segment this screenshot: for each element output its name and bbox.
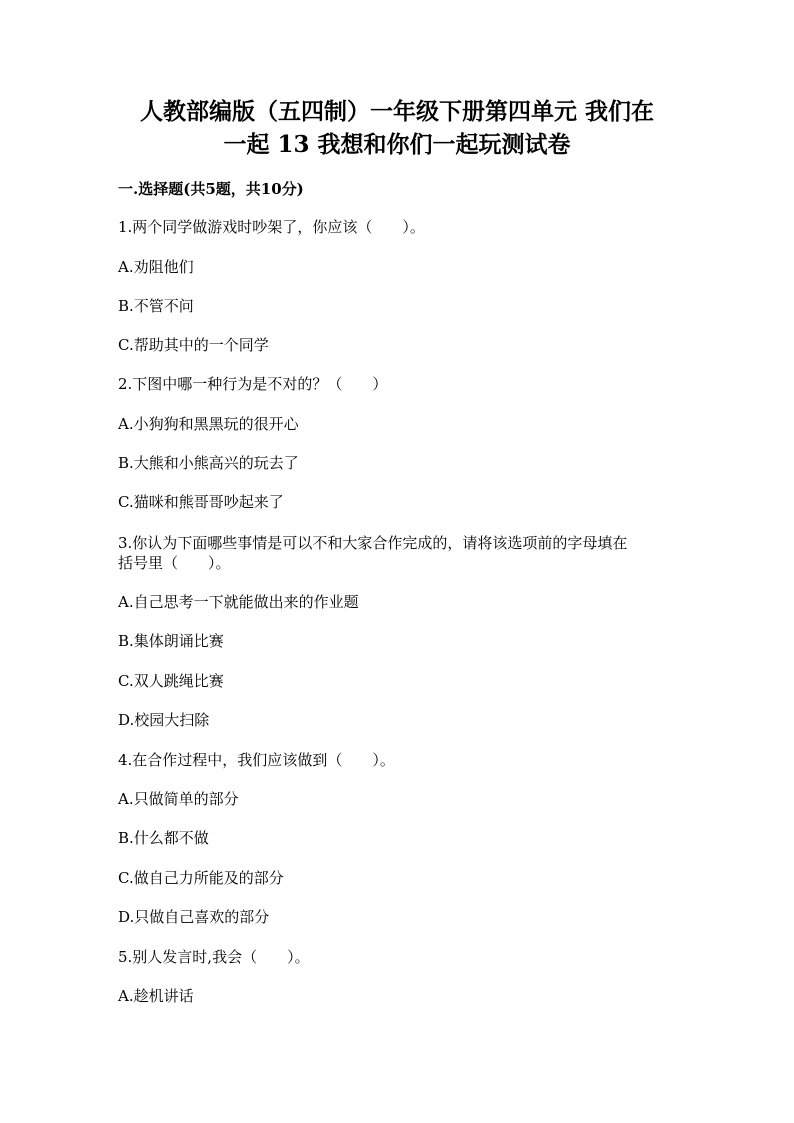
question-4-option-a: A.只做简单的部分: [118, 790, 239, 808]
section-heading: 一.选择题(共5题，共10分): [118, 180, 304, 198]
document-title-line-2: 一起 13 我想和你们一起玩测试卷: [223, 131, 571, 158]
question-4-option-c: C.做自己力所能及的部分: [118, 869, 284, 887]
question-5-option-a: A.趁机讲话: [118, 987, 194, 1005]
question-4-stem: 4.在合作过程中，我们应该做到（ ）。: [118, 751, 395, 769]
question-2-stem: 2.下图中哪一种行为是不对的？（ ）: [118, 375, 388, 393]
question-4-option-d: D.只做自己喜欢的部分: [118, 908, 270, 926]
question-2-option-b: B.大熊和小熊高兴的玩去了: [118, 454, 299, 472]
question-3-option-d: D.校园大扫除: [118, 711, 210, 729]
question-1-option-c: C.帮助其中的一个同学: [118, 336, 269, 354]
question-1-option-a: A.劝阻他们: [118, 258, 194, 276]
question-2-option-a: A.小狗狗和黑黑玩的很开心: [118, 415, 299, 433]
document-title-line-1: 人教部编版（五四制）一年级下册第四单元 我们在: [139, 98, 654, 125]
question-1-option-b: B.不管不问: [118, 297, 194, 315]
question-3-stem-line-1: 3.你认为下面哪些事情是可以不和大家合作完成的，请将该选项前的字母填在: [118, 534, 628, 552]
question-4-option-b: B.什么都不做: [118, 829, 209, 847]
question-2-option-c: C.猫咪和熊哥哥吵起来了: [118, 493, 284, 511]
question-1-stem: 1.两个同学做游戏时吵架了，你应该（ ）。: [118, 218, 425, 236]
question-3-option-a: A.自己思考一下就能做出来的作业题: [118, 593, 359, 611]
question-5-stem: 5.别人发言时,我会（ ）。: [118, 948, 310, 966]
question-3-stem-line-2: 括号里（ ）。: [118, 554, 231, 572]
question-3-option-b: B.集体朗诵比赛: [118, 632, 224, 650]
question-3-option-c: C.双人跳绳比赛: [118, 672, 224, 690]
